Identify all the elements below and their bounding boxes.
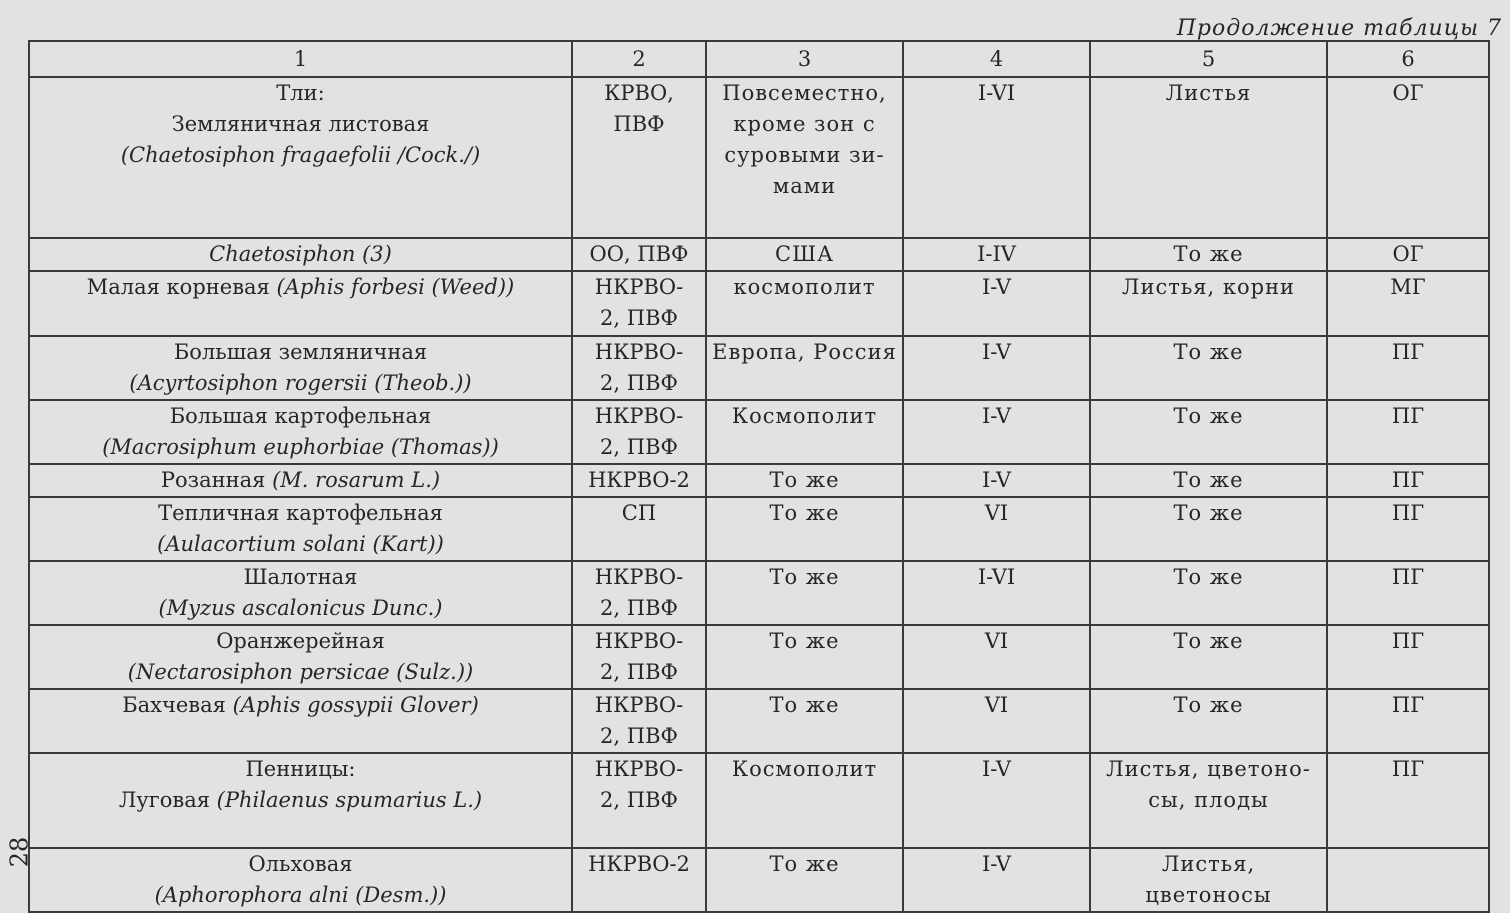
species-common-name: Тепличная картофельная bbox=[158, 501, 443, 525]
cell-distribution-line: Повсеместно, bbox=[722, 81, 887, 105]
species-common-name: Большая картофельная bbox=[169, 404, 432, 428]
cell-damaged-organs-line: Листья, цветоносы bbox=[1145, 852, 1272, 907]
cell-group bbox=[1327, 848, 1489, 912]
cell-region-code bbox=[572, 77, 706, 238]
species-latin-name: (Nectarosiphon persicae (Sulz.)) bbox=[127, 660, 474, 684]
cell-damaged-organs bbox=[1090, 336, 1327, 400]
species-latin-name: (Aphis gossypii Glover) bbox=[232, 693, 479, 717]
cell-damaged-organs-line: То же bbox=[1173, 565, 1244, 589]
table-row bbox=[29, 689, 1489, 753]
pest-table bbox=[28, 40, 1490, 913]
col-header-3: 3 bbox=[706, 41, 903, 77]
cell-region-code-line: НКРВО- bbox=[594, 404, 684, 428]
species-common-name: Большая земляничная bbox=[173, 340, 428, 364]
cell-region-code bbox=[572, 497, 706, 561]
cell-species bbox=[29, 400, 572, 464]
table-row bbox=[29, 753, 1489, 848]
species-latin-name: (Chaetosiphon fragaefolii /Cock./) bbox=[120, 143, 481, 167]
cell-region-code bbox=[572, 848, 706, 912]
cell-species bbox=[29, 464, 572, 497]
cell-damaged-organs-line: То же bbox=[1173, 242, 1244, 266]
cell-region-code-line: ОО, ПВФ bbox=[589, 242, 689, 266]
cell-group: ОГ bbox=[1327, 238, 1489, 271]
cell-region-code-line: НКРВО-2 bbox=[588, 468, 690, 492]
cell-months: I-IV bbox=[903, 238, 1090, 271]
cell-region-code-line: СП bbox=[621, 501, 657, 525]
cell-damaged-organs bbox=[1090, 689, 1327, 753]
species-latin-name: (Philaenus spumarius L.) bbox=[216, 788, 483, 812]
cell-damaged-organs-line: То же bbox=[1173, 340, 1244, 364]
cell-damaged-organs bbox=[1090, 561, 1327, 625]
cell-group: МГ bbox=[1327, 271, 1489, 336]
cell-species bbox=[29, 848, 572, 912]
cell-months: I-VI bbox=[903, 561, 1090, 625]
cell-region-code bbox=[572, 336, 706, 400]
cell-species bbox=[29, 753, 572, 848]
cell-distribution bbox=[706, 336, 903, 400]
table-body bbox=[29, 77, 1489, 912]
table-row bbox=[29, 271, 1489, 336]
cell-region-code-line: ПВФ bbox=[613, 112, 665, 136]
species-common-name: Тли: bbox=[276, 81, 325, 105]
cell-species bbox=[29, 497, 572, 561]
cell-species bbox=[29, 625, 572, 689]
table-row bbox=[29, 464, 1489, 497]
cell-region-code-line: 2, ПВФ bbox=[600, 306, 678, 330]
cell-damaged-organs bbox=[1090, 464, 1327, 497]
species-common-name: Луговая bbox=[118, 788, 210, 812]
cell-damaged-organs-line: То же bbox=[1173, 468, 1244, 492]
cell-months: I-V bbox=[903, 336, 1090, 400]
cell-species bbox=[29, 271, 572, 336]
cell-region-code-line: НКРВО- bbox=[594, 565, 684, 589]
cell-region-code-line: 2, ПВФ bbox=[600, 660, 678, 684]
cell-group: ПГ bbox=[1327, 497, 1489, 561]
species-common-name: Ольховая bbox=[248, 852, 353, 876]
cell-distribution-line: Европа, Россия bbox=[712, 340, 897, 364]
cell-months: I-V bbox=[903, 848, 1090, 912]
cell-distribution-line: То же bbox=[769, 565, 840, 589]
cell-distribution bbox=[706, 848, 903, 912]
species-common-name: Земляничная листовая bbox=[171, 112, 430, 136]
table-row bbox=[29, 77, 1489, 238]
cell-damaged-organs-line: Листья, корни bbox=[1121, 275, 1296, 299]
header-row bbox=[29, 41, 1489, 77]
cell-region-code-line: 2, ПВФ bbox=[600, 435, 678, 459]
page-number: 28 bbox=[5, 836, 34, 868]
cell-group: ПГ bbox=[1327, 625, 1489, 689]
cell-region-code-line: КРВО, bbox=[604, 81, 674, 105]
cell-region-code-line: НКРВО- bbox=[594, 629, 684, 653]
cell-region-code bbox=[572, 271, 706, 336]
col-header-2: 2 bbox=[572, 41, 706, 77]
cell-group: ПГ bbox=[1327, 464, 1489, 497]
cell-region-code bbox=[572, 464, 706, 497]
cell-months: VI bbox=[903, 625, 1090, 689]
cell-distribution-line: суровыми зи- bbox=[724, 143, 885, 167]
cell-damaged-organs-line: То же bbox=[1173, 404, 1244, 428]
cell-months: I-V bbox=[903, 753, 1090, 848]
table-row bbox=[29, 625, 1489, 689]
cell-damaged-organs bbox=[1090, 625, 1327, 689]
cell-species bbox=[29, 689, 572, 753]
cell-damaged-organs-line: сы, плоды bbox=[1148, 788, 1269, 812]
cell-group: ПГ bbox=[1327, 400, 1489, 464]
species-latin-name: (M. rosarum L.) bbox=[272, 468, 441, 492]
cell-distribution-line: Космополит bbox=[731, 757, 878, 781]
cell-region-code-line: 2, ПВФ bbox=[600, 596, 678, 620]
col-header-5: 5 bbox=[1090, 41, 1327, 77]
cell-region-code-line: НКРВО-2 bbox=[588, 852, 690, 876]
cell-months: VI bbox=[903, 497, 1090, 561]
cell-months: VI bbox=[903, 689, 1090, 753]
cell-distribution bbox=[706, 625, 903, 689]
cell-group: ОГ bbox=[1327, 77, 1489, 238]
cell-distribution-line: То же bbox=[769, 693, 840, 717]
species-latin-name: Chaetosiphon (3) bbox=[209, 242, 392, 266]
cell-damaged-organs-line: То же bbox=[1173, 501, 1244, 525]
cell-distribution-line: То же bbox=[769, 629, 840, 653]
cell-months: I-VI bbox=[903, 77, 1090, 238]
cell-distribution-line: космополит bbox=[733, 275, 876, 299]
cell-region-code bbox=[572, 561, 706, 625]
cell-region-code-line: НКРВО- bbox=[594, 275, 684, 299]
cell-distribution bbox=[706, 561, 903, 625]
cell-distribution-line: То же bbox=[769, 468, 840, 492]
species-latin-name: (Aphis forbesi (Weed)) bbox=[276, 275, 515, 299]
cell-damaged-organs bbox=[1090, 238, 1327, 271]
cell-damaged-organs bbox=[1090, 848, 1327, 912]
cell-distribution bbox=[706, 689, 903, 753]
cell-region-code-line: НКРВО- bbox=[594, 757, 684, 781]
species-latin-name: (Aulacortium solani (Kart)) bbox=[157, 532, 444, 556]
cell-damaged-organs bbox=[1090, 77, 1327, 238]
table-row bbox=[29, 561, 1489, 625]
cell-damaged-organs bbox=[1090, 271, 1327, 336]
cell-region-code-line: 2, ПВФ bbox=[600, 788, 678, 812]
cell-species bbox=[29, 238, 572, 271]
cell-distribution bbox=[706, 753, 903, 848]
cell-damaged-organs bbox=[1090, 753, 1327, 848]
species-common-name: Малая корневая bbox=[86, 275, 270, 299]
col-header-4: 4 bbox=[903, 41, 1090, 77]
species-latin-name: (Myzus ascalonicus Dunc.) bbox=[158, 596, 443, 620]
cell-distribution-line: То же bbox=[769, 852, 840, 876]
cell-region-code-line: НКРВО- bbox=[594, 693, 684, 717]
species-common-name: Бахчевая bbox=[122, 693, 226, 717]
table-row bbox=[29, 336, 1489, 400]
cell-damaged-organs-line: Листья, цветоно- bbox=[1106, 757, 1311, 781]
cell-distribution-line: Космополит bbox=[731, 404, 878, 428]
cell-region-code-line: 2, ПВФ bbox=[600, 371, 678, 395]
cell-region-code bbox=[572, 625, 706, 689]
col-header-6: 6 bbox=[1327, 41, 1489, 77]
cell-region-code-line: НКРВО- bbox=[594, 340, 684, 364]
species-latin-name: (Acyrtosiphon rogersii (Theob.)) bbox=[129, 371, 472, 395]
table-row bbox=[29, 238, 1489, 271]
cell-distribution bbox=[706, 464, 903, 497]
cell-group: ПГ bbox=[1327, 336, 1489, 400]
cell-months: I-V bbox=[903, 400, 1090, 464]
cell-region-code bbox=[572, 689, 706, 753]
cell-damaged-organs-line: Листья bbox=[1165, 81, 1252, 105]
table-row bbox=[29, 400, 1489, 464]
table-row bbox=[29, 497, 1489, 561]
cell-damaged-organs-line: То же bbox=[1173, 693, 1244, 717]
species-common-name: Шалотная bbox=[243, 565, 358, 589]
species-common-name: Пенницы: bbox=[245, 757, 356, 781]
table-caption: Продолжение таблицы 7 bbox=[1176, 16, 1502, 41]
cell-months: I-V bbox=[903, 271, 1090, 336]
table-row bbox=[29, 848, 1489, 912]
species-common-name: Оранжерейная bbox=[216, 629, 385, 653]
species-latin-name: (Macrosiphum euphorbiae (Thomas)) bbox=[102, 435, 499, 459]
species-latin-name: (Aphorophora alni (Desm.)) bbox=[154, 883, 447, 907]
cell-distribution-line: мами bbox=[772, 174, 837, 198]
cell-region-code-line: 2, ПВФ bbox=[600, 724, 678, 748]
cell-species bbox=[29, 77, 572, 238]
cell-months: I-V bbox=[903, 464, 1090, 497]
col-header-1: 1 bbox=[29, 41, 572, 77]
cell-region-code bbox=[572, 400, 706, 464]
cell-distribution bbox=[706, 238, 903, 271]
cell-region-code bbox=[572, 238, 706, 271]
cell-distribution bbox=[706, 400, 903, 464]
cell-region-code bbox=[572, 753, 706, 848]
species-common-name: Розанная bbox=[160, 468, 266, 492]
cell-distribution bbox=[706, 497, 903, 561]
cell-species bbox=[29, 561, 572, 625]
cell-group: ПГ bbox=[1327, 689, 1489, 753]
cell-distribution-line: кроме зон с bbox=[733, 112, 876, 136]
cell-distribution-line: США bbox=[775, 242, 834, 266]
cell-distribution-line: То же bbox=[769, 501, 840, 525]
cell-distribution bbox=[706, 271, 903, 336]
cell-group: ПГ bbox=[1327, 753, 1489, 848]
cell-damaged-organs bbox=[1090, 400, 1327, 464]
cell-group: ПГ bbox=[1327, 561, 1489, 625]
cell-damaged-organs-line: То же bbox=[1173, 629, 1244, 653]
cell-distribution bbox=[706, 77, 903, 238]
cell-species bbox=[29, 336, 572, 400]
cell-damaged-organs bbox=[1090, 497, 1327, 561]
